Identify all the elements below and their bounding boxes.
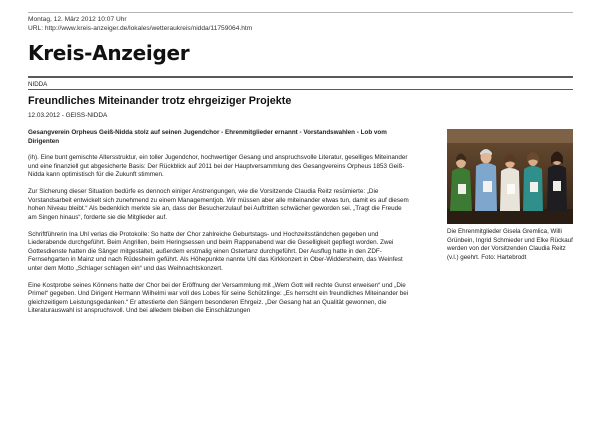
- article-body: [28, 129, 410, 324]
- article-paragraph: Zur Sicherung dieser Situation bedürfe es dennoch einiger Anstrengungen, wie die Vorsitzende Claudia Reitz resümierte: „Die Vorstandsarbeit entwickelt sich zunehmend zu einem Managementjob. Wir müssen aber alle miteinander etwas tun, damit es auf diesem hohen Niveau bleibt.“ Als bedenklich merkte sie an, dass der Besucherzulauf bei Auftritten schwächer geworden sei. „Tragt die Freude am Singen hinaus“, forderte sie die Mitglieder auf.: [28, 188, 409, 221]
- print-header: [28, 15, 573, 33]
- article-paragraph: Eine Kostprobe seines Könnens hatte der Chor bei der Eröffnung der Versammlung mit „Wem Gott will rechte Gunst erweisen“ und „Die Primel“ gegeben. Und Dirigent Hermann Wilhelmi war voll des Lobes für seine Schützlinge: „Es herrscht ein freundliches Miteinander bei gleichzeitigem Leistungsgedanken.“ Er attestierte den Sängern besonderen Ehrgeiz. „Der Gesang hat an Qualität gewonnen, die Literaturauswahl ist anspruchsvoll. Und bei alledem bleiben die Einschätzungen: [28, 281, 409, 315]
- section-label: NIDDA: [28, 81, 48, 88]
- article-paragraph: (ih). Eine bunt gemischte Altersstruktur, ein toller Jugendchor, hochwertiger Gesang und anspruchsvolle Literatur, geselliges Miteinander und eine finanziell gut abgesicherte Basis: Der Rückblick auf 2011 bei der Hauptversammlung des Gesangvereins Orpheus 1853 Geiß-Nidda kann optimistisch für die Zukunft stimmen.: [28, 154, 408, 179]
- article-lead: Gesangverein Orpheus Geiß-Nidda stolz auf seinen Jugendchor - Ehrenmitglieder ernannt - Vorstandswahlen - Lob vom Dirigenten: [28, 129, 387, 145]
- print-timestamp: Montag, 12. März 2012 10:07 Uhr: [28, 16, 127, 23]
- article-headline: Freundliches Miteinander trotz ehrgeiziger Projekte: [28, 95, 292, 107]
- print-url: URL: http://www.kreis-anzeiger.de/lokales/wetteraukreis/nidda/11759064.htm: [28, 25, 253, 32]
- group-photo: [447, 129, 573, 224]
- top-rule: [28, 12, 573, 13]
- article-figure: [447, 129, 573, 262]
- newspaper-logo: Kreis-Anzeiger: [28, 41, 190, 65]
- section-rule: [28, 89, 573, 90]
- article-paragraph: Schriftführerin Ina Uhl verlas die Protokolle: So hatte der Chor zahlreiche Geburtstags- und Hochzeitsständchen gegeben und Liederabende durchgeführt. Beim Angrillen, beim Heringsessen und beim Rappenabend war die Geselligkeit gepflegt worden. Zwei Gottesdienste hatten die Sänger mitgestaltet, außerdem erstmalig einen Ostertanz durchgeführt. Der Ausflug hatte in den ZDF-Fernsehgarten in Mainz und nach Rüdesheim geführt. Als Höhepunkte nannte Uhl das Kirkkonzert in Ober-Widdersheim, das Weinfest unter dem Motto „Schlager schlagen ein“ und das Weihnachtskonzert.: [28, 230, 403, 272]
- article-dateline: 12.03.2012 - GEISS-NIDDA: [28, 112, 108, 119]
- masthead-rule: [28, 76, 573, 78]
- photo-caption: Die Ehrenmitglieder Gisela Gremlica, Willi Grünbein, Ingrid Schmieder und Elke Rückauf werden von der Vorsitzenden Claudia Reitz (v.l.) geehrt. Foto: Hartebrodt: [447, 228, 573, 261]
